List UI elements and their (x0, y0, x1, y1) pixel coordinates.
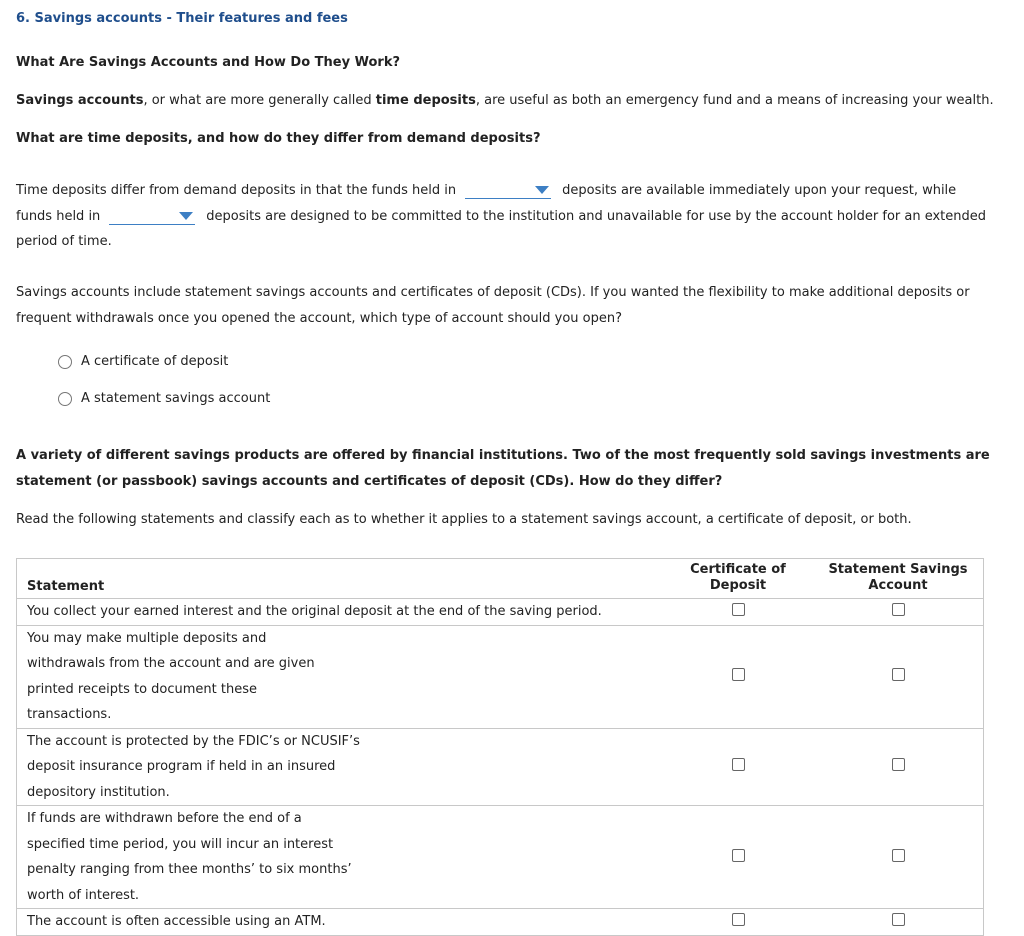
intro-paragraph (16, 93, 994, 108)
statement-text: You collect your earned interest and the original deposit at the end of the saving period. (17, 599, 664, 626)
ssa-checkbox[interactable] (892, 758, 905, 771)
ssa-checkbox[interactable] (892, 913, 905, 926)
option-certificate-of-deposit[interactable] (58, 354, 228, 369)
fill-blank-paragraph (16, 178, 996, 255)
classification-table (16, 558, 984, 936)
variety-paragraph: A variety of different savings products are offered by financial institutions. Two of the most frequently sold savings investments are statement (or passbook) savings accounts and certificates of deposit (CDs). How do they differ? (16, 448, 990, 489)
statement-text: If funds are withdrawn before the end of a specified time period, you will incur an interest penalty ranging from thee months’ to six months’ worth of interest. (17, 806, 664, 909)
section-heading: What Are Savings Accounts and How Do They Work? (16, 55, 401, 70)
statement-text: The account is protected by the FDIC’s or NCUSIF’s deposit insurance program if held in an insured depository institution. (17, 728, 664, 806)
radio-button[interactable] (58, 355, 72, 369)
header-certificate-of-deposit: Certificate of Deposit (663, 559, 813, 599)
cd-checkbox[interactable] (732, 668, 745, 681)
option-statement-savings[interactable] (58, 391, 270, 406)
fill-blank-part3: deposits are designed to be committed to the institution and unavailable for use by the account holder for an extended period of time. (16, 208, 987, 249)
chevron-down-icon (179, 212, 193, 220)
chevron-down-icon (535, 186, 549, 194)
deposit-type-dropdown-2[interactable] (109, 208, 195, 225)
ssa-checkbox[interactable] (892, 849, 905, 862)
table-row (17, 728, 984, 806)
instruction-text: Read the following statements and classify each as to whether it applies to a statement savings account, a certificate of deposit, or both. (16, 512, 912, 527)
intro-mid: , or what are more generally called (143, 93, 376, 108)
deposit-type-dropdown-1[interactable] (465, 182, 551, 199)
table-row (17, 806, 984, 909)
question-time-deposits: What are time deposits, and how do they differ from demand deposits? (16, 131, 541, 146)
intro-rest: , are useful as both an emergency fund and a means of increasing your wealth. (475, 93, 994, 108)
question-account-type: Savings accounts include statement savings accounts and certificates of deposit (CDs). If you wanted the flexibility to make additional deposits or frequent withdrawals once you opened the account, which type of account should you open? (16, 285, 970, 326)
statement-text: You may make multiple deposits and withdrawals from the account and are given printed receipts to document these transactions. (17, 625, 664, 728)
page-title: 6. Savings accounts - Their features and fees (16, 11, 348, 26)
option-label: A certificate of deposit (81, 354, 229, 369)
table-row (17, 625, 984, 728)
ssa-checkbox[interactable] (892, 603, 905, 616)
header-statement: Statement (17, 559, 664, 599)
radio-button[interactable] (58, 392, 72, 406)
table-row (17, 909, 984, 936)
cd-checkbox[interactable] (732, 758, 745, 771)
table-header-row (17, 559, 984, 599)
option-label: A statement savings account (81, 391, 271, 406)
fill-blank-part2: deposits are available immediately upon your request, while funds held in (16, 183, 957, 224)
intro-term-time-deposits: time deposits (375, 93, 476, 108)
statement-text: The account is often accessible using an ATM. (17, 909, 664, 936)
ssa-checkbox[interactable] (892, 668, 905, 681)
intro-term-savings: Savings accounts (16, 93, 144, 108)
table-row (17, 599, 984, 626)
cd-checkbox[interactable] (732, 913, 745, 926)
header-statement-savings-account: Statement Savings Account (813, 559, 984, 599)
cd-checkbox[interactable] (732, 603, 745, 616)
cd-checkbox[interactable] (732, 849, 745, 862)
fill-blank-part1: Time deposits differ from demand deposits in that the funds held in (16, 183, 457, 198)
